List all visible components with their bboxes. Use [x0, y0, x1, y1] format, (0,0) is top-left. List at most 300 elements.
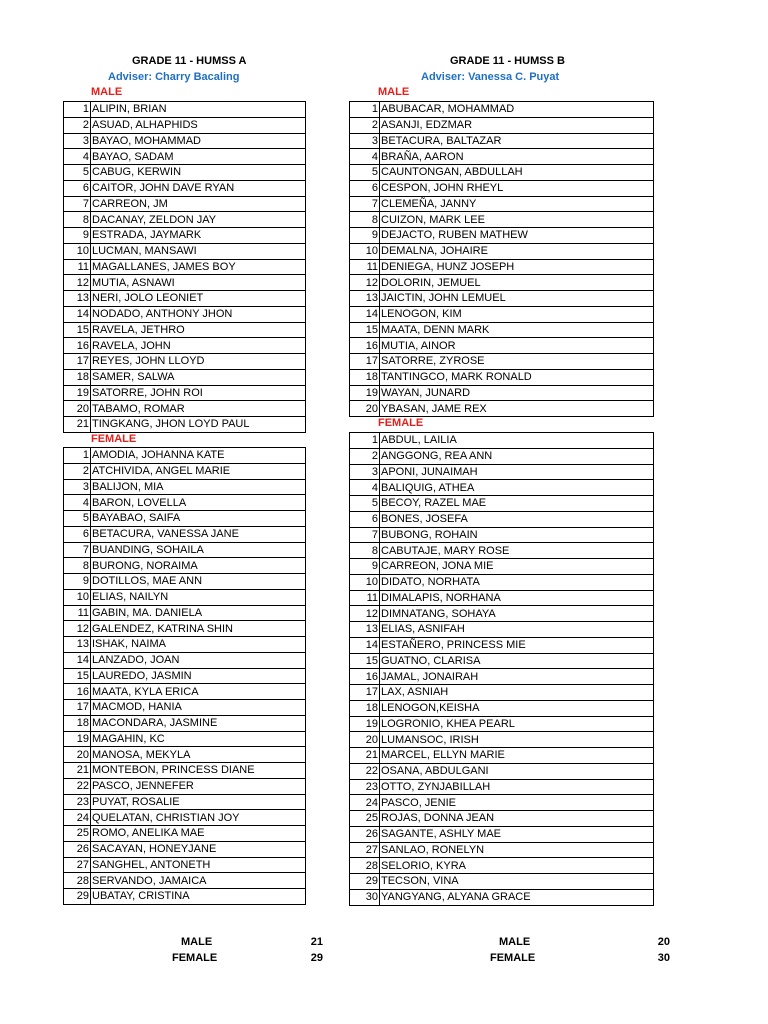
row-number: 10	[350, 243, 380, 259]
student-name: LUCMAN, MANSAWI	[91, 243, 306, 259]
table-row	[64, 338, 306, 354]
table-row	[64, 401, 306, 417]
table-row	[64, 417, 306, 433]
student-name: SACAYAN, HONEYJANE	[91, 841, 306, 857]
row-number: 5	[64, 511, 91, 527]
row-number: 4	[350, 480, 380, 496]
row-number: 15	[64, 668, 91, 684]
row-number: 18	[350, 700, 380, 716]
student-name: DACANAY, ZELDON JAY	[91, 212, 306, 228]
student-name: SANGHEL, ANTONETH	[91, 857, 306, 873]
row-number: 9	[64, 228, 91, 244]
row-number: 8	[64, 212, 91, 228]
student-name: CESPON, JOHN RHEYL	[380, 180, 654, 196]
row-number: 21	[64, 763, 91, 779]
student-name: UBATAY, CRISTINA	[91, 889, 306, 905]
table-row	[350, 826, 654, 842]
row-number: 14	[350, 306, 380, 322]
row-number: 18	[350, 369, 380, 385]
row-number: 12	[350, 606, 380, 622]
table-row	[350, 464, 654, 480]
female-roster-table	[63, 447, 306, 905]
row-number: 20	[64, 747, 91, 763]
row-number: 14	[350, 637, 380, 653]
student-name: GUATNO, CLARISA	[380, 653, 654, 669]
student-name: MACONDARA, JASMINE	[91, 715, 306, 731]
row-number: 9	[350, 228, 380, 244]
row-number: 25	[350, 811, 380, 827]
row-number: 11	[350, 590, 380, 606]
male-total-label: MALE	[499, 936, 531, 948]
student-name: SATORRE, JOHN ROI	[91, 385, 306, 401]
table-row	[350, 858, 654, 874]
student-name: BONES, JOSEFA	[380, 511, 654, 527]
row-number: 23	[350, 779, 380, 795]
table-row	[64, 668, 306, 684]
table-row	[64, 857, 306, 873]
row-number: 3	[350, 464, 380, 480]
row-number: 19	[350, 716, 380, 732]
table-row	[64, 715, 306, 731]
table-row	[64, 291, 306, 307]
row-number: 15	[350, 653, 380, 669]
female-total-label: FEMALE	[172, 952, 218, 964]
table-row	[350, 527, 654, 543]
male-heading: MALE	[91, 86, 123, 98]
row-number: 3	[350, 133, 380, 149]
row-number: 6	[350, 180, 380, 196]
female-total-count: 30	[657, 952, 670, 964]
table-row	[64, 385, 306, 401]
adviser-name: Adviser: Charry Bacaling	[108, 71, 240, 83]
student-name: SATORRE, ZYROSE	[380, 354, 654, 370]
row-number: 4	[64, 495, 91, 511]
student-name: CARREON, JM	[91, 196, 306, 212]
table-row	[350, 149, 654, 165]
table-row	[350, 275, 654, 291]
table-row	[64, 652, 306, 668]
table-row	[350, 685, 654, 701]
table-row	[64, 180, 306, 196]
table-row	[350, 511, 654, 527]
student-name: DOLORIN, JEMUEL	[380, 275, 654, 291]
table-row	[64, 542, 306, 558]
row-number: 5	[64, 165, 91, 181]
student-name: MAATA, DENN MARK	[380, 322, 654, 338]
student-name: BALIQUIG, ATHEA	[380, 480, 654, 496]
student-name: OTTO, ZYNJABILLAH	[380, 779, 654, 795]
table-row	[64, 196, 306, 212]
table-row	[350, 354, 654, 370]
student-name: YBASAN, JAME REX	[380, 401, 654, 417]
female-heading: FEMALE	[91, 433, 137, 445]
student-name: CAITOR, JOHN DAVE RYAN	[91, 180, 306, 196]
table-row	[350, 133, 654, 149]
student-name: DOTILLOS, MAE ANN	[91, 574, 306, 590]
table-row	[64, 826, 306, 842]
table-row	[350, 795, 654, 811]
table-row	[64, 684, 306, 700]
student-name: ROMO, ANELIKA MAE	[91, 826, 306, 842]
table-row	[350, 543, 654, 559]
student-name: AMODIA, JOHANNA KATE	[91, 448, 306, 464]
table-row	[64, 558, 306, 574]
row-number: 17	[64, 354, 91, 370]
table-row	[64, 259, 306, 275]
row-number: 21	[64, 417, 91, 433]
row-number: 3	[64, 133, 91, 149]
row-number: 7	[64, 196, 91, 212]
table-row	[350, 889, 654, 905]
table-row	[350, 480, 654, 496]
section-title: GRADE 11 - HUMSS A	[132, 55, 247, 67]
row-number: 11	[64, 259, 91, 275]
table-row	[350, 606, 654, 622]
student-name: MANOSA, MEKYLA	[91, 747, 306, 763]
student-name: CABUG, KERWIN	[91, 165, 306, 181]
student-name: LANZADO, JOAN	[91, 652, 306, 668]
row-number: 20	[64, 401, 91, 417]
female-total-count: 29	[310, 952, 323, 964]
table-row	[64, 637, 306, 653]
table-row	[64, 763, 306, 779]
row-number: 20	[350, 732, 380, 748]
table-row	[350, 228, 654, 244]
male-total-label: MALE	[181, 936, 213, 948]
row-number: 15	[350, 322, 380, 338]
table-row	[350, 291, 654, 307]
student-name: SERVANDO, JAMAICA	[91, 873, 306, 889]
row-number: 12	[64, 621, 91, 637]
table-row	[64, 228, 306, 244]
table-row	[350, 180, 654, 196]
student-name: ESTRADA, JAYMARK	[91, 228, 306, 244]
male-total-count: 21	[310, 936, 323, 948]
student-name: SANLAO, RONELYN	[380, 842, 654, 858]
student-name: ASUAD, ALHAPHIDS	[91, 117, 306, 133]
table-row	[350, 212, 654, 228]
student-name: CARREON, JONA MIE	[380, 559, 654, 575]
row-number: 14	[64, 306, 91, 322]
student-name: BRAÑA, AARON	[380, 149, 654, 165]
student-name: QUELATAN, CHRISTIAN JOY	[91, 810, 306, 826]
student-name: ELIAS, NAILYN	[91, 589, 306, 605]
table-row	[64, 448, 306, 464]
table-row	[64, 133, 306, 149]
row-number: 8	[64, 558, 91, 574]
row-number: 2	[64, 463, 91, 479]
student-name: PUYAT, ROSALIE	[91, 794, 306, 810]
table-row	[64, 243, 306, 259]
student-name: MAATA, KYLA ERICA	[91, 684, 306, 700]
row-number: 10	[350, 574, 380, 590]
row-number: 8	[350, 543, 380, 559]
row-number: 19	[64, 731, 91, 747]
row-number: 22	[64, 778, 91, 794]
row-number: 11	[64, 605, 91, 621]
table-row	[350, 637, 654, 653]
table-row	[64, 275, 306, 291]
table-row	[64, 747, 306, 763]
student-name: ABUBACAR, MOHAMMAD	[380, 102, 654, 118]
row-number: 29	[64, 889, 91, 905]
table-row	[350, 369, 654, 385]
row-number: 7	[64, 542, 91, 558]
student-name: SAGANTE, ASHLY MAE	[380, 826, 654, 842]
student-name: APONI, JUNAIMAH	[380, 464, 654, 480]
row-number: 9	[64, 574, 91, 590]
table-row	[350, 322, 654, 338]
student-name: RAVELA, JOHN	[91, 338, 306, 354]
student-name: DEJACTO, RUBEN MATHEW	[380, 228, 654, 244]
student-name: LENOGON,KEISHA	[380, 700, 654, 716]
row-number: 13	[350, 291, 380, 307]
row-number: 25	[64, 826, 91, 842]
row-number: 6	[350, 511, 380, 527]
student-name: ATCHIVIDA, ANGEL MARIE	[91, 463, 306, 479]
student-name: MAGALLANES, JAMES BOY	[91, 259, 306, 275]
row-number: 12	[350, 275, 380, 291]
row-number: 13	[64, 291, 91, 307]
row-number: 26	[64, 841, 91, 857]
table-row	[350, 559, 654, 575]
student-name: DENIEGA, HUNZ JOSEPH	[380, 259, 654, 275]
row-number: 27	[64, 857, 91, 873]
female-heading: FEMALE	[378, 417, 424, 429]
table-row	[64, 511, 306, 527]
table-row	[64, 165, 306, 181]
table-row	[350, 811, 654, 827]
student-name: BETACURA, VANESSA JANE	[91, 526, 306, 542]
row-number: 26	[350, 826, 380, 842]
student-name: LOGRONIO, KHEA PEARL	[380, 716, 654, 732]
table-row	[350, 622, 654, 638]
row-number: 17	[350, 685, 380, 701]
table-row	[64, 889, 306, 905]
student-name: PASCO, JENIE	[380, 795, 654, 811]
row-number: 28	[350, 858, 380, 874]
student-name: ALIPIN, BRIAN	[91, 102, 306, 118]
female-total-label: FEMALE	[490, 952, 536, 964]
student-name: NODADO, ANTHONY JHON	[91, 306, 306, 322]
row-number: 4	[64, 149, 91, 165]
row-number: 10	[64, 589, 91, 605]
row-number: 6	[64, 180, 91, 196]
student-name: MAGAHIN, KC	[91, 731, 306, 747]
row-number: 17	[64, 700, 91, 716]
table-row	[64, 841, 306, 857]
table-row	[64, 621, 306, 637]
table-row	[350, 653, 654, 669]
row-number: 2	[350, 117, 380, 133]
table-row	[64, 605, 306, 621]
table-row	[350, 842, 654, 858]
row-number: 2	[64, 117, 91, 133]
table-row	[64, 479, 306, 495]
student-name: LUMANSOC, IRISH	[380, 732, 654, 748]
student-name: JAMAL, JONAIRAH	[380, 669, 654, 685]
table-row	[64, 526, 306, 542]
student-name: NERI, JOLO LEONIET	[91, 291, 306, 307]
row-number: 7	[350, 527, 380, 543]
student-name: YANGYANG, ALYANA GRACE	[380, 889, 654, 905]
row-number: 30	[350, 889, 380, 905]
table-row	[350, 574, 654, 590]
table-row	[64, 149, 306, 165]
table-row	[350, 385, 654, 401]
row-number: 18	[64, 369, 91, 385]
student-name: REYES, JOHN LLOYD	[91, 354, 306, 370]
female-roster-table	[349, 432, 654, 906]
table-row	[350, 401, 654, 417]
student-name: OSANA, ABDULGANI	[380, 763, 654, 779]
student-name: SAMER, SALWA	[91, 369, 306, 385]
student-name: CUIZON, MARK LEE	[380, 212, 654, 228]
table-row	[64, 322, 306, 338]
row-number: 27	[350, 842, 380, 858]
student-name: ASANJI, EDZMAR	[380, 117, 654, 133]
row-number: 4	[350, 149, 380, 165]
row-number: 15	[64, 322, 91, 338]
row-number: 8	[350, 212, 380, 228]
student-name: BALIJON, MIA	[91, 479, 306, 495]
row-number: 16	[350, 338, 380, 354]
table-row	[350, 196, 654, 212]
table-row	[64, 574, 306, 590]
row-number: 16	[350, 669, 380, 685]
row-number: 20	[350, 401, 380, 417]
row-number: 21	[350, 748, 380, 764]
student-name: DIDATO, NORHATA	[380, 574, 654, 590]
student-name: BAYABAO, SAIFA	[91, 511, 306, 527]
student-name: ELIAS, ASNIFAH	[380, 622, 654, 638]
student-name: MUTIA, AINOR	[380, 338, 654, 354]
table-row	[350, 716, 654, 732]
student-name: MARCEL, ELLYN MARIE	[380, 748, 654, 764]
student-name: LAUREDO, JASMIN	[91, 668, 306, 684]
student-name: DEMALNA, JOHAIRE	[380, 243, 654, 259]
row-number: 16	[64, 338, 91, 354]
row-number: 14	[64, 652, 91, 668]
student-name: DIMNATANG, SOHAYA	[380, 606, 654, 622]
table-row	[64, 794, 306, 810]
student-name: ISHAK, NAIMA	[91, 637, 306, 653]
table-row	[64, 589, 306, 605]
row-number: 19	[64, 385, 91, 401]
row-number: 5	[350, 165, 380, 181]
student-name: TINGKANG, JHON LOYD PAUL	[91, 417, 306, 433]
row-number: 24	[350, 795, 380, 811]
table-row	[350, 306, 654, 322]
row-number: 29	[350, 874, 380, 890]
row-number: 12	[64, 275, 91, 291]
student-name: CAUNTONGAN, ABDULLAH	[380, 165, 654, 181]
table-row	[350, 590, 654, 606]
student-name: JAICTIN, JOHN LEMUEL	[380, 291, 654, 307]
student-name: LAX, ASNIAH	[380, 685, 654, 701]
table-row	[350, 763, 654, 779]
student-name: BUANDING, SOHAILA	[91, 542, 306, 558]
student-name: BAYAO, SADAM	[91, 149, 306, 165]
row-number: 11	[350, 259, 380, 275]
male-heading: MALE	[378, 86, 410, 98]
table-row	[64, 778, 306, 794]
table-row	[350, 165, 654, 181]
student-name: LENOGON, KIM	[380, 306, 654, 322]
student-name: SELORIO, KYRA	[380, 858, 654, 874]
student-name: RAVELA, JETHRO	[91, 322, 306, 338]
table-row	[64, 700, 306, 716]
table-row	[350, 259, 654, 275]
row-number: 13	[350, 622, 380, 638]
table-row	[64, 810, 306, 826]
student-name: MACMOD, HANIA	[91, 700, 306, 716]
student-name: MUTIA, ASNAWI	[91, 275, 306, 291]
table-row	[350, 338, 654, 354]
row-number: 1	[64, 102, 91, 118]
table-row	[64, 117, 306, 133]
table-row	[350, 669, 654, 685]
student-name: GABIN, MA. DANIELA	[91, 605, 306, 621]
student-name: BECOY, RAZEL MAE	[380, 496, 654, 512]
student-name: TANTINGCO, MARK RONALD	[380, 369, 654, 385]
table-row	[350, 874, 654, 890]
student-name: PASCO, JENNEFER	[91, 778, 306, 794]
row-number: 13	[64, 637, 91, 653]
student-name: WAYAN, JUNARD	[380, 385, 654, 401]
section-title: GRADE 11 - HUMSS B	[450, 55, 565, 67]
row-number: 2	[350, 448, 380, 464]
table-row	[64, 369, 306, 385]
student-name: TECSON, VINA	[380, 874, 654, 890]
table-row	[64, 306, 306, 322]
table-row	[350, 748, 654, 764]
student-name: ABDUL, LAILIA	[380, 433, 654, 449]
student-name: ESTAÑERO, PRINCESS MIE	[380, 637, 654, 653]
table-row	[64, 873, 306, 889]
row-number: 7	[350, 196, 380, 212]
table-row	[350, 700, 654, 716]
row-number: 17	[350, 354, 380, 370]
row-number: 16	[64, 684, 91, 700]
table-row	[64, 354, 306, 370]
table-row	[350, 732, 654, 748]
student-name: CLEMEÑA, JANNY	[380, 196, 654, 212]
male-total-count: 20	[657, 936, 670, 948]
student-name: BETACURA, BALTAZAR	[380, 133, 654, 149]
row-number: 28	[64, 873, 91, 889]
row-number: 24	[64, 810, 91, 826]
table-row	[350, 496, 654, 512]
student-name: BARON, LOVELLA	[91, 495, 306, 511]
row-number: 5	[350, 496, 380, 512]
row-number: 19	[350, 385, 380, 401]
row-number: 9	[350, 559, 380, 575]
student-name: BAYAO, MOHAMMAD	[91, 133, 306, 149]
table-row	[350, 117, 654, 133]
student-name: ROJAS, DONNA JEAN	[380, 811, 654, 827]
row-number: 1	[64, 448, 91, 464]
adviser-name: Adviser: Vanessa C. Puyat	[421, 71, 560, 83]
table-row	[350, 433, 654, 449]
table-row	[64, 102, 306, 118]
row-number: 18	[64, 715, 91, 731]
student-name: ANGGONG, REA ANN	[380, 448, 654, 464]
table-row	[350, 102, 654, 118]
table-row	[350, 243, 654, 259]
row-number: 23	[64, 794, 91, 810]
row-number: 6	[64, 526, 91, 542]
